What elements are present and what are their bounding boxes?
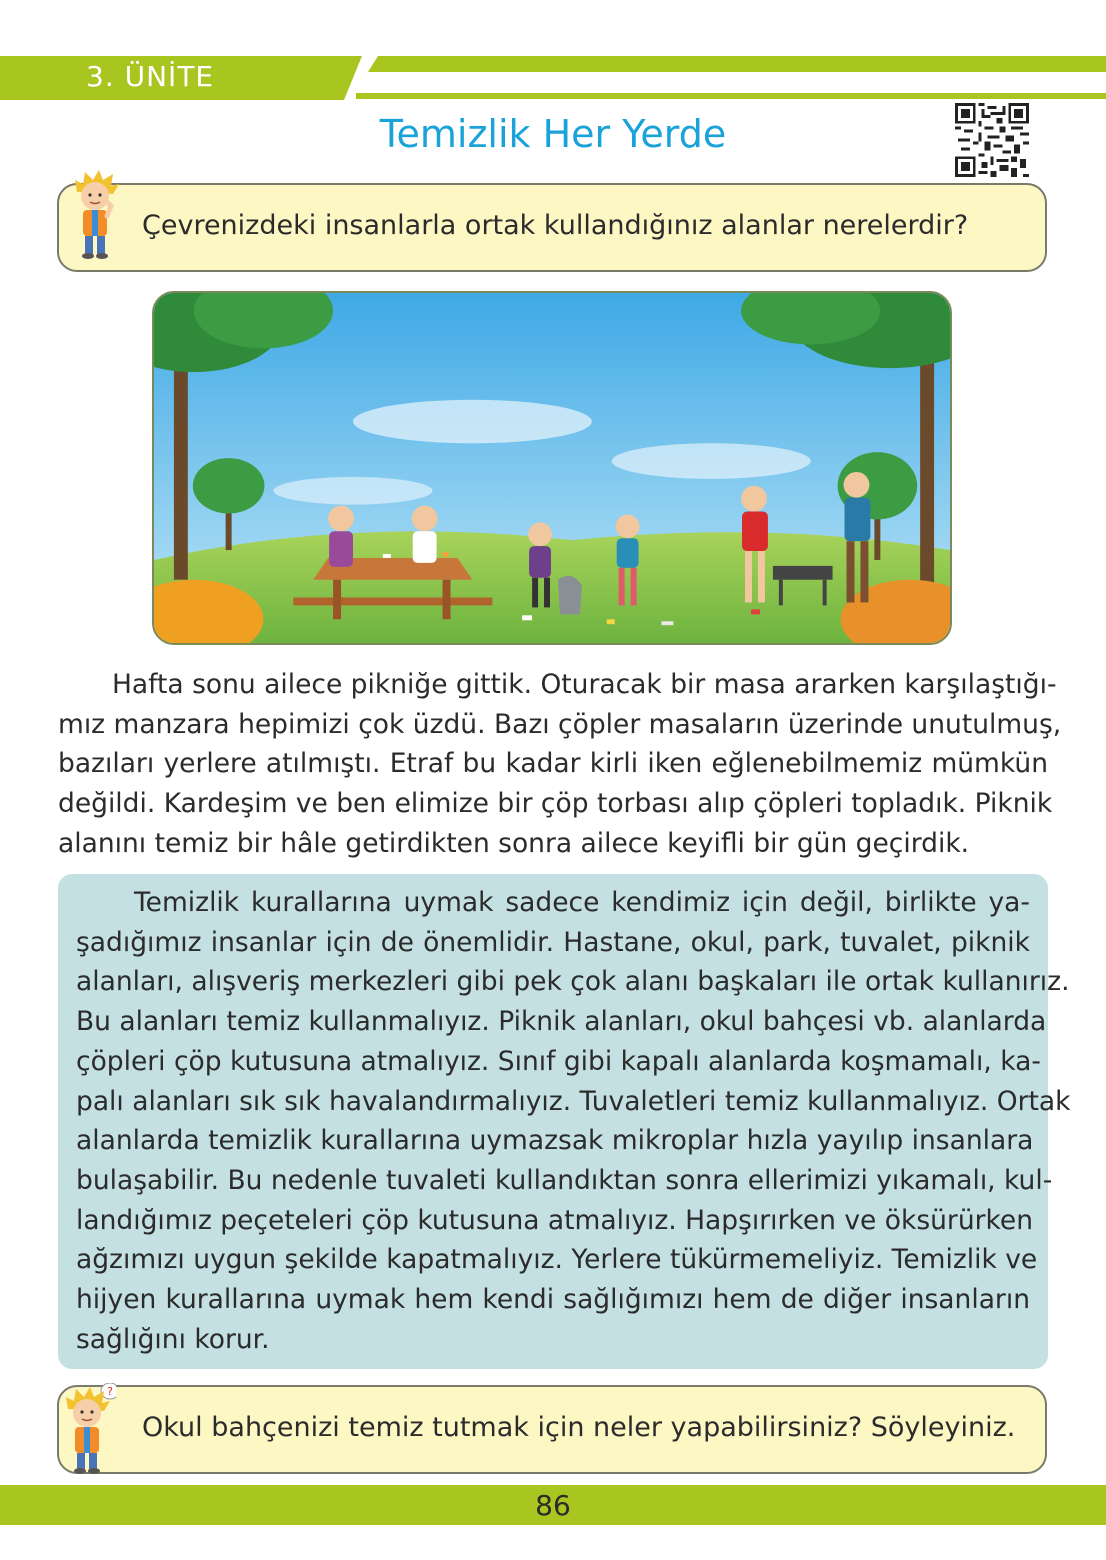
info-line: çöpleri çöp kutusuna atmalıyız. Sınıf gibi kapalı alanlarda koşmamalı, ka- <box>76 1045 1041 1077</box>
picnic-scene-illustration <box>152 291 952 645</box>
question-text-top: Çevrenizdeki insanlarla ortak kullandığınız alanlar nerelerdir? <box>142 210 969 241</box>
question-badge: ? <box>107 1385 113 1398</box>
info-line: alanları, alışveriş merkezleri gibi pek çok alanı başkaları ile ortak kullanırız. <box>76 966 1070 998</box>
info-line: şadığımız insanlar için de önemlidir. Hastane, okul, park, tuvalet, piknik <box>76 926 1030 958</box>
info-line: ağzımızı uygun şekilde kapatmalıyız. Yerlere tükürmemeliyiz. Temizlik ve <box>76 1244 1038 1276</box>
info-line: Bu alanları temiz kullanmalıyız. Piknik alanları, okul bahçesi vb. alanlarda <box>76 1006 1047 1038</box>
thinking-boy-icon <box>67 170 123 260</box>
story-paragraph <box>58 665 1062 864</box>
info-line: Temizlik kurallarına uymak sadece kendimiz için değil, birlikte ya- <box>134 887 1030 918</box>
info-paragraph <box>76 883 1071 1359</box>
story-line: Hafta sonu ailece pikniğe gittik. Oturacak bir masa ararken karşılaştığı- <box>112 669 1057 700</box>
page-number: 86 <box>535 1489 571 1522</box>
header-underline <box>356 93 1106 99</box>
story-line: değildi. Kardeşim ve ben elimize bir çöp torbası alıp çöpleri topladık. Piknik <box>58 788 1053 820</box>
story-line: mız manzara hepimizi çok üzdü. Bazı çöpler masaların üzerinde unutulmuş, <box>58 708 1062 740</box>
info-line: sağlığını korur. <box>76 1323 270 1355</box>
info-line: palı alanları sık sık havalandırmalıyız. Tuvaletleri temiz kullanmalıyız. Ortak <box>76 1085 1071 1117</box>
page-title: Temizlik Her Yerde <box>379 112 727 156</box>
header-stripe <box>368 56 1106 72</box>
question-boy-icon <box>60 1383 116 1475</box>
info-line: alanlarda temizlik kurallarına uymazsak mikroplar hızla yayılıp insanlara <box>76 1125 1034 1157</box>
info-line: hijyen kurallarına uymak hem kendi sağlığımızı hem de diğer insanların <box>76 1284 1030 1316</box>
unit-label: 3. ÜNİTE <box>86 60 215 93</box>
info-line: landığımız peçeteleri çöp kutusuna atmalıyız. Hapşırırken ve öksürürken <box>76 1204 1034 1236</box>
qr-code-icon[interactable] <box>955 103 1029 177</box>
info-line: bulaşabilir. Bu nedenle tuvaleti kullandıktan sonra ellerimizi yıkamalı, kul- <box>76 1164 1053 1196</box>
question-text-bottom: Okul bahçenizi temiz tutmak için neler yapabilirsiniz? Söyleyiniz. <box>142 1412 1016 1443</box>
story-line: bazıları yerlere atılmıştı. Etraf bu kadar kirli iken eğlenebilmemiz mümkün <box>58 748 1048 780</box>
story-line: alanını temiz bir hâle getirdikten sonra ailece keyifli bir gün geçirdik. <box>58 827 970 859</box>
